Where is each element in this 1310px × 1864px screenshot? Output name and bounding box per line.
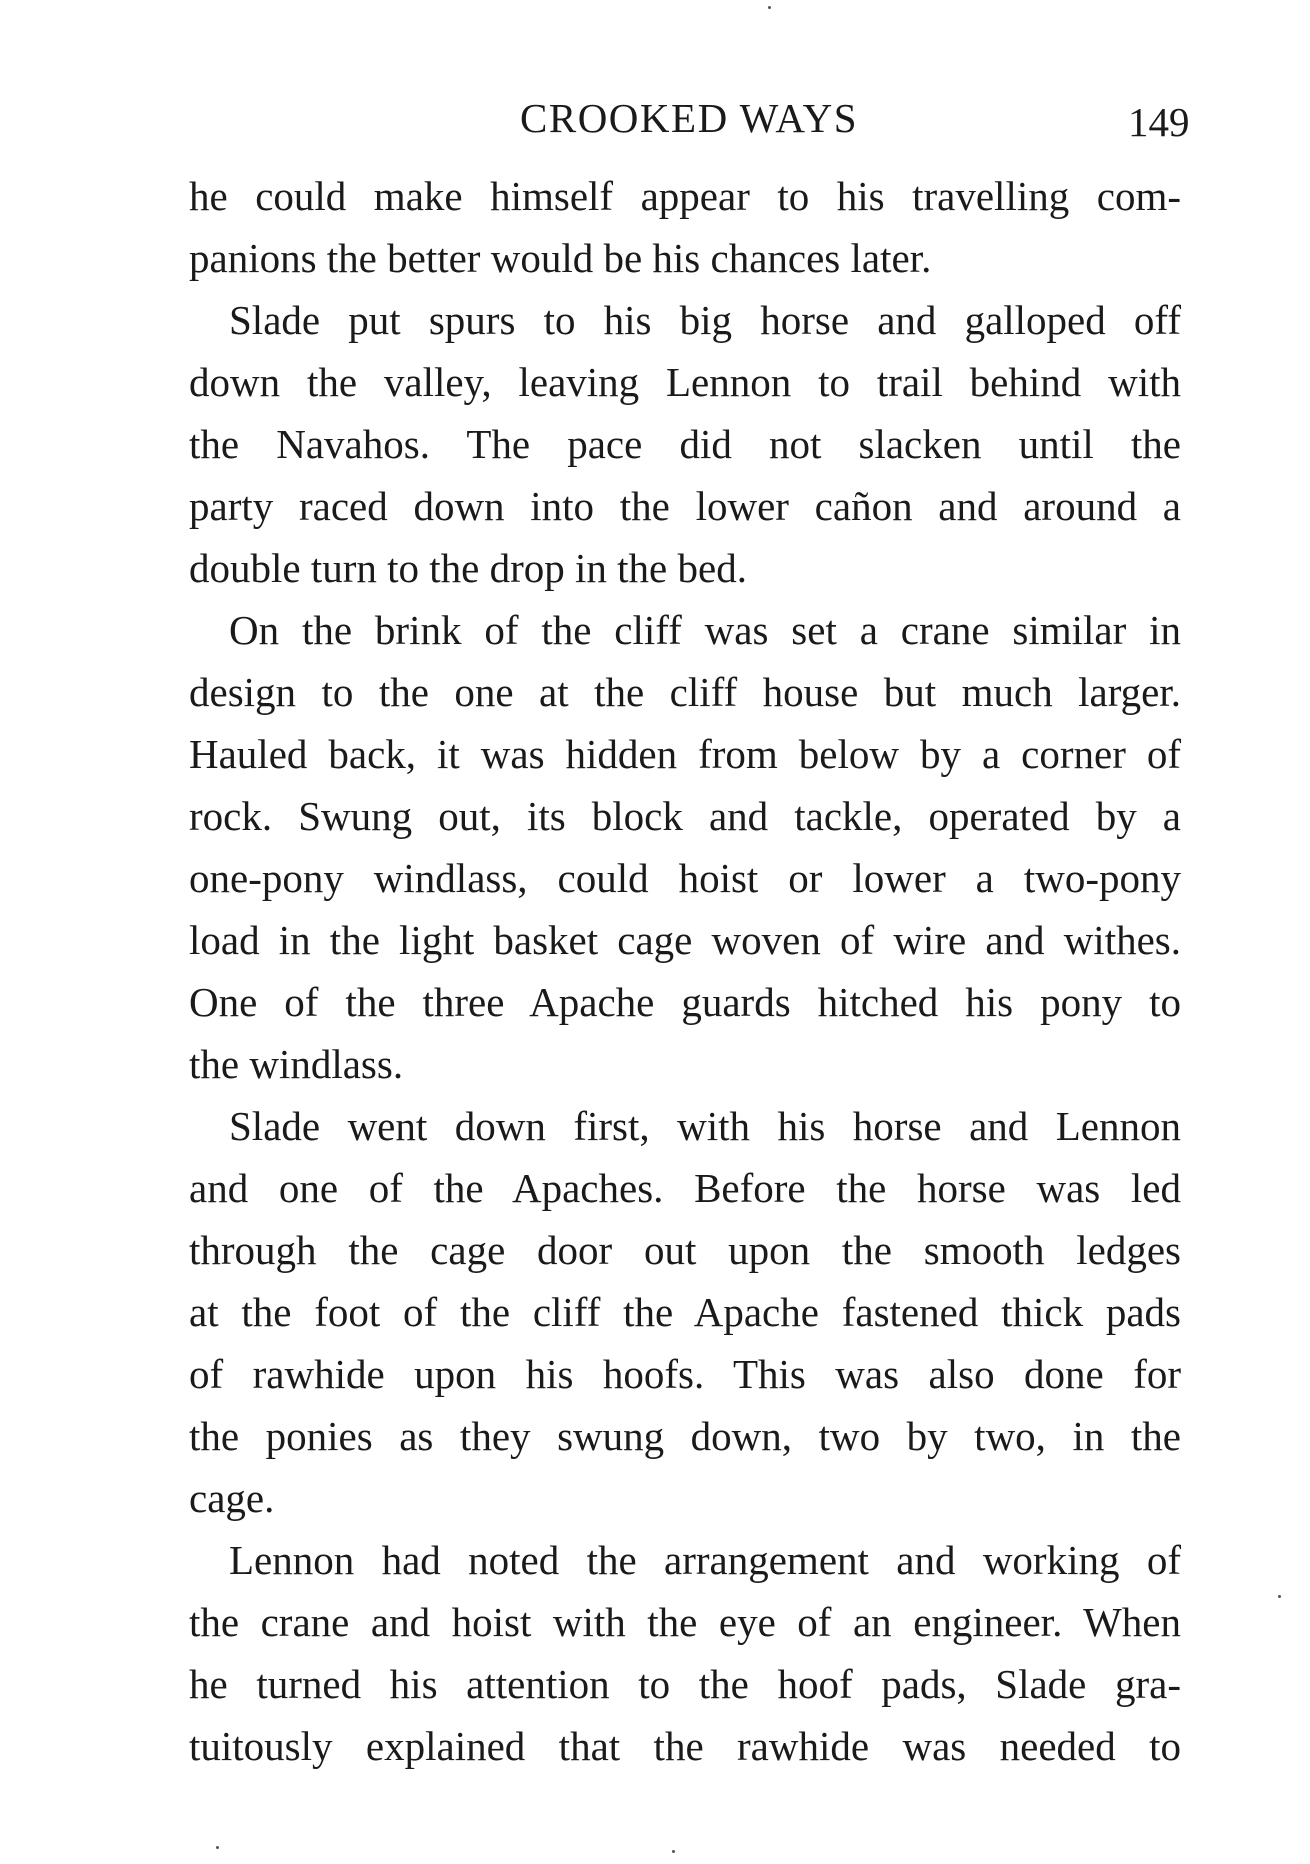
text-line: party raced down into the lower cañon and around a	[189, 483, 1181, 529]
body-text	[189, 165, 1181, 1777]
text-line: the Navahos. The pace did not slacken until the	[189, 421, 1181, 467]
page-number: 149	[1128, 99, 1190, 145]
text-line: Hauled back, it was hidden from below by a corner of	[189, 731, 1181, 777]
text-line: he could make himself appear to his travelling com-	[189, 173, 1181, 219]
text-line: he turned his attention to the hoof pads, Slade gra-	[189, 1661, 1181, 1707]
text-line: On the brink of the cliff was set a crane similar in	[229, 607, 1181, 653]
print-speck	[768, 6, 771, 9]
text-line: Slade put spurs to his big horse and galloped off	[229, 297, 1181, 343]
text-line: tuitously explained that the rawhide was needed to	[189, 1723, 1181, 1769]
text-line: the windlass.	[189, 1041, 404, 1087]
text-line: load in the light basket cage woven of wire and withes.	[189, 917, 1181, 963]
text-line: and one of the Apaches. Before the horse was led	[189, 1165, 1181, 1211]
running-header	[0, 88, 1310, 148]
print-speck	[1278, 1595, 1281, 1598]
text-line: through the cage door out upon the smooth ledges	[189, 1227, 1181, 1273]
text-line: the crane and hoist with the eye of an engineer. When	[189, 1599, 1181, 1645]
text-line: One of the three Apache guards hitched his pony to	[189, 979, 1181, 1025]
running-title: CROOKED WAYS	[520, 95, 859, 141]
text-line: panions the better would be his chances later.	[189, 235, 932, 281]
text-line: the ponies as they swung down, two by two, in the	[189, 1413, 1181, 1459]
text-line: rock. Swung out, its block and tackle, operated by a	[189, 793, 1181, 839]
text-line: down the valley, leaving Lennon to trail behind with	[189, 359, 1181, 405]
text-line: one-pony windlass, could hoist or lower a two-pony	[189, 855, 1181, 901]
text-line: Lennon had noted the arrangement and working of	[229, 1537, 1181, 1583]
print-speck	[672, 1850, 675, 1853]
text-line: design to the one at the cliff house but much larger.	[189, 669, 1181, 715]
print-speck	[216, 1846, 219, 1849]
text-line: Slade went down first, with his horse and Lennon	[229, 1103, 1181, 1149]
text-line: double turn to the drop in the bed.	[189, 545, 747, 591]
text-line: at the foot of the cliff the Apache fastened thick pads	[189, 1289, 1181, 1335]
text-line: cage.	[189, 1475, 275, 1521]
text-line: of rawhide upon his hoofs. This was also done for	[189, 1351, 1181, 1397]
